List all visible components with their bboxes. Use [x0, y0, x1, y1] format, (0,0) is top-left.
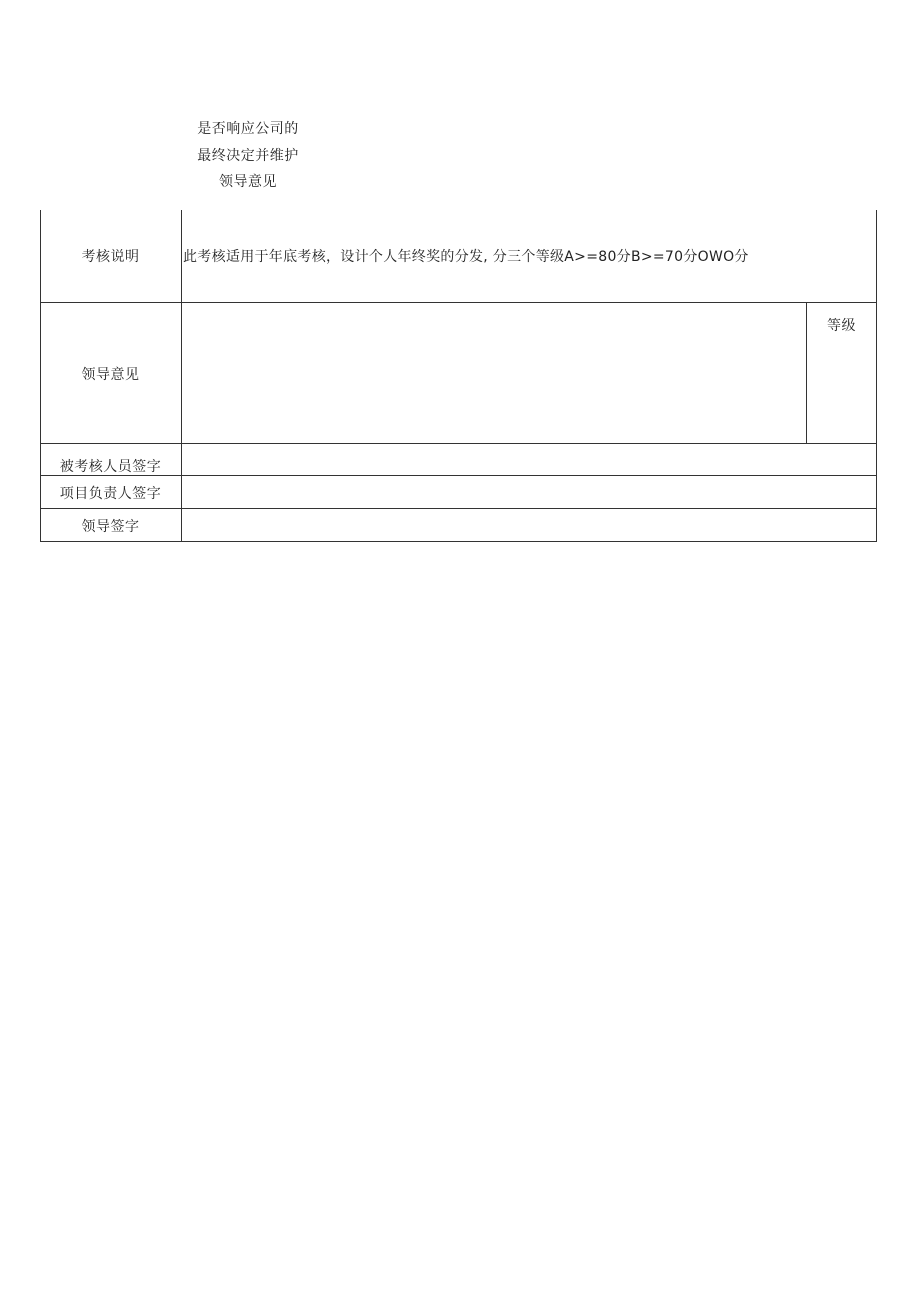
- top-note-line: 领导意见: [219, 174, 277, 190]
- leader-opinion-field[interactable]: [182, 303, 806, 443]
- leader-signature-field[interactable]: [182, 509, 876, 541]
- top-note: [180, 116, 316, 196]
- table-right-border: [876, 210, 877, 542]
- project-lead-signature-label: 项目负责人签字: [59, 486, 162, 502]
- leader-opinion-label: 领导意见: [81, 367, 140, 383]
- assessment-description-text: 此考核适用于年底考核，设计个人年终奖的分发, 分三个等级A>=80分B>=70分OWO分: [183, 249, 749, 265]
- assessee-signature-label: 被考核人员签字: [59, 459, 162, 475]
- assessee-signature-field[interactable]: [182, 444, 876, 475]
- top-note-line: 最终决定并维护: [197, 147, 299, 164]
- assessment-description-label: 考核说明: [81, 249, 140, 265]
- assessment-form-table: [40, 210, 877, 542]
- top-note-line: 是否响应公司的: [197, 121, 299, 137]
- grade-field[interactable]: [807, 336, 876, 443]
- leader-signature-label: 领导签字: [81, 519, 140, 535]
- grade-label: 等级: [827, 318, 856, 334]
- table-bottom-border: [40, 541, 877, 542]
- project-lead-signature-field[interactable]: [182, 476, 876, 508]
